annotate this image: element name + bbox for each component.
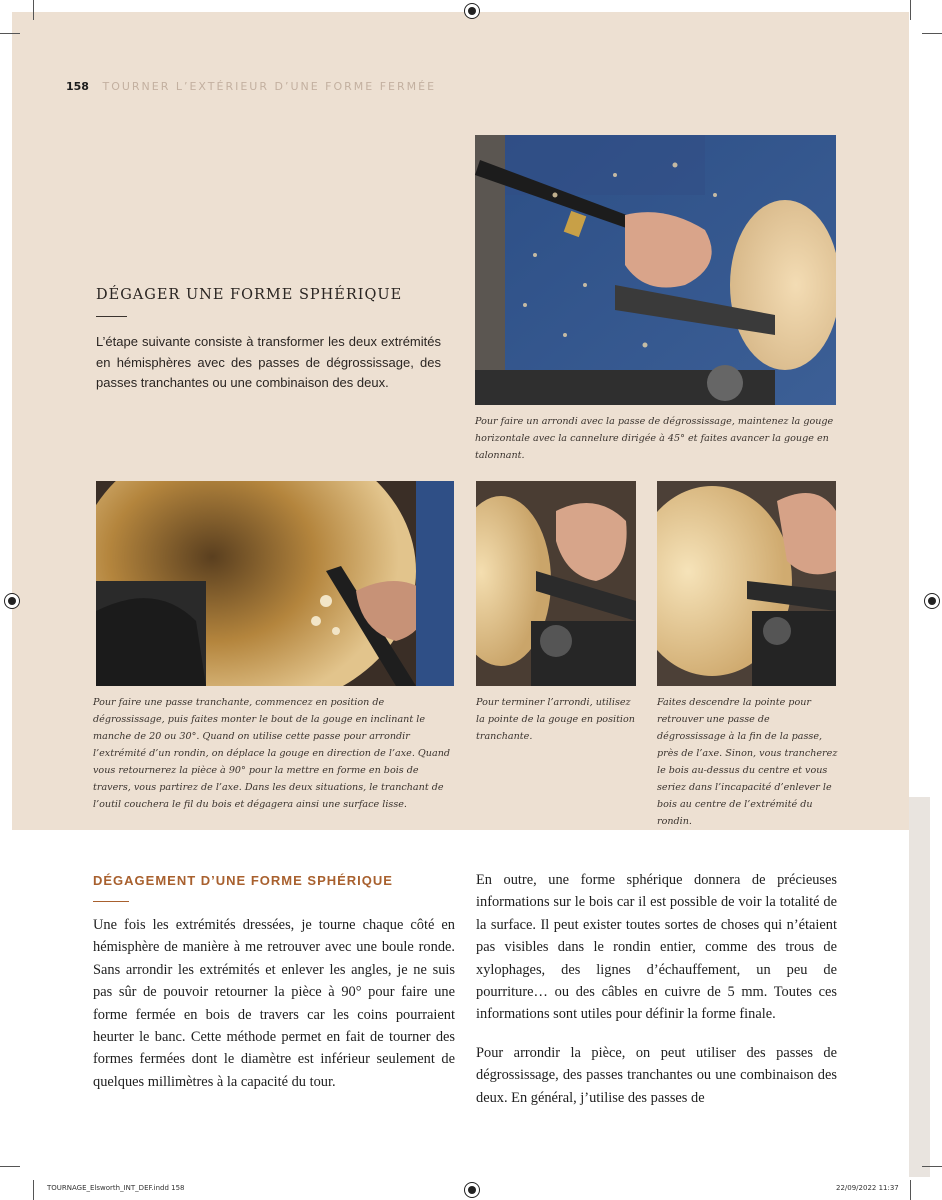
caption-left-photo: Pour faire une passe tranchante, commencez en position de dégrossissage, puis faites monter le bout de la gouge en inclinant le manche de 20 ou 30°. Quand on utilise cette passe pour arrondir l’extrémité d’un rondin, on déplace la gouge en direction de l’axe. Quand vous retournerez la pièce à 90° pour la mettre en forme en bois de travers, vous partirez de l’axe. Dans les deux situations, le tranchant de l’outil couchera le fil du bois et dégagera ainsi une surface lisse.	[93, 697, 451, 810]
footer-date: 22/09/2022 11:37	[836, 1184, 899, 1192]
registration-mark-icon	[464, 1182, 480, 1198]
registration-mark-icon	[464, 3, 480, 19]
footer-file: TOURNAGE_Elsworth_INT_DEF.indd 158	[47, 1184, 185, 1192]
section-heading-rule	[93, 901, 129, 902]
running-title: TOURNER L’EXTÉRIEUR D’UNE FORME FERMÉE	[102, 80, 437, 93]
caption-right-photo: Faites descendre la pointe pour retrouver une passe de dégrossissage à la fin de la passe, près de l’axe. Sinon, vous trancherez le bois au-dessus du centre et vous seriez dans l’incapacité d’enlever le bois au centre de l’extrémité du rondin.	[657, 697, 838, 827]
crop-mark	[910, 1180, 911, 1200]
crop-mark	[0, 1166, 20, 1167]
body-column-2-paragraph-1: En outre, une forme sphérique donnera de précieuses informations sur le bois car il est possible de voir la totalité de la surface. Il peut exister toutes sortes de choses qui n’étaient pas visibles dans le rondin entier, comme des trous de xylophages, des lignes d’échauffement, un peu de pourriture… ou des câbles en cuivre de 5 mm. Toutes ces informations sont utiles pour définir la forme finale.	[476, 872, 837, 1023]
page-edge-strip	[909, 797, 930, 1177]
photo-shear-cut	[96, 481, 454, 686]
photo-point-down	[657, 481, 836, 686]
crop-mark	[33, 1180, 34, 1200]
crop-mark	[33, 0, 34, 20]
box-title: DÉGAGER UNE FORME SPHÉRIQUE	[96, 287, 403, 303]
caption-middle-photo: Pour terminer l’arrondi, utilisez la pointe de la gouge en position tranchante.	[476, 697, 635, 742]
body-column-1: Une fois les extrémités dressées, je tourne chaque côté en hémisphère de manière à me retrouver avec une boule ronde. Sans arrondir les extrémités et enlever les angles, je ne suis pas sûr de pouvoir retourner la pièce à 90° pour faire une forme fermée en bois de travers car les coins pourraient heurter le banc. Cette méthode permet en fait de tourner des formes fermées dont le diamètre est inférieur seulement de quelques millimètres à la capacité du tour.	[93, 917, 455, 1090]
photo-finish-point	[476, 481, 636, 686]
photo-roughing-cut	[475, 135, 836, 405]
box-title-rule	[96, 316, 127, 317]
crop-mark	[0, 33, 20, 34]
registration-mark-icon	[4, 593, 20, 609]
crop-mark	[910, 0, 911, 20]
body-column-2-paragraph-2: Pour arrondir la pièce, on peut utiliser des passes de dégrossissage, des passes tranchantes ou une combinaison des deux. En général, j’utilise des passes de	[476, 1045, 837, 1106]
section-heading: DÉGAGEMENT D’UNE FORME SPHÉRIQUE	[93, 873, 393, 888]
page-number: 158	[66, 80, 89, 93]
registration-mark-icon	[924, 593, 940, 609]
running-header	[66, 80, 436, 93]
caption-top-photo: Pour faire un arrondi avec la passe de dégrossissage, maintenez la gouge horizontale avec la cannelure dirigée à 45° et faites avancer la gouge en talonnant.	[475, 416, 834, 461]
box-text: L’étape suivante consiste à transformer les deux extrémités en hémisphères avec des passes de dégrossissage, des passes tranchantes ou une combinaison des deux.	[96, 334, 441, 390]
crop-mark	[922, 33, 942, 34]
crop-mark	[922, 1166, 942, 1167]
